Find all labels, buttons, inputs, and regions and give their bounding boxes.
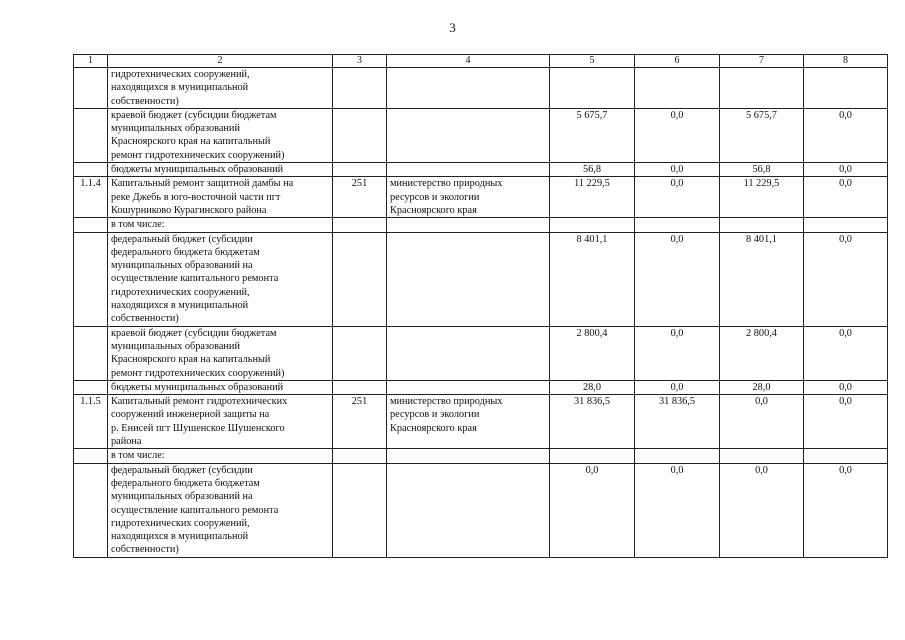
table-row	[74, 163, 888, 177]
item-name: бюджеты муниципальных образований	[108, 163, 333, 177]
value-col5	[550, 68, 635, 109]
table-row	[74, 68, 888, 109]
item-number: 1.1.4	[74, 177, 108, 218]
item-executor	[387, 68, 550, 109]
item-name: краевой бюджет (субсидии бюджетам муниципальных образований Красноярского края на капитальный ремонт гидротехнических сооружений)	[108, 108, 333, 162]
value-col7	[720, 449, 804, 463]
item-executor	[387, 449, 550, 463]
item-name: гидротехнических сооружений, находящихся в муниципальной собственности)	[108, 68, 333, 109]
value-col6	[635, 218, 720, 232]
value-col8	[804, 449, 888, 463]
value-col5: 28,0	[550, 380, 635, 394]
item-number	[74, 108, 108, 162]
item-number	[74, 463, 108, 557]
item-code	[333, 463, 387, 557]
item-code	[333, 380, 387, 394]
header-cell: 5	[550, 55, 635, 68]
header-cell: 3	[333, 55, 387, 68]
value-col8: 0,0	[804, 108, 888, 162]
item-code	[333, 108, 387, 162]
table-row	[74, 218, 888, 232]
item-executor: министерство природных ресурсов и экологии Красноярского края	[387, 395, 550, 449]
item-name: федеральный бюджет (субсидии федерального бюджета бюджетам муниципальных образований на осуществление капитального ремонта гидротехнических сооружений, находящихся в муниципальной собственности)	[108, 463, 333, 557]
value-col5	[550, 449, 635, 463]
item-code	[333, 68, 387, 109]
header-cell: 4	[387, 55, 550, 68]
value-col8: 0,0	[804, 395, 888, 449]
item-number	[74, 68, 108, 109]
item-executor: министерство природных ресурсов и экологии Красноярского края	[387, 177, 550, 218]
item-name: в том числе:	[108, 218, 333, 232]
item-name: Капитальный ремонт гидротехнических сооружений инженерной защиты на р. Енисей пгт Шушенское Шушенского района	[108, 395, 333, 449]
value-col5: 0,0	[550, 463, 635, 557]
item-number	[74, 449, 108, 463]
item-name: Капитальный ремонт защитной дамбы на реке Джебь в юго-восточной части пгт Кошурниково Курагинского района	[108, 177, 333, 218]
header-row	[74, 55, 888, 68]
value-col7: 5 675,7	[720, 108, 804, 162]
item-executor	[387, 326, 550, 380]
budget-table	[73, 54, 888, 558]
item-name: бюджеты муниципальных образований	[108, 380, 333, 394]
page-number: 3	[449, 20, 456, 35]
value-col6: 0,0	[635, 232, 720, 326]
item-code	[333, 232, 387, 326]
value-col8: 0,0	[804, 163, 888, 177]
value-col8: 0,0	[804, 232, 888, 326]
item-number	[74, 232, 108, 326]
value-col6: 0,0	[635, 463, 720, 557]
table-row	[74, 108, 888, 162]
item-name: федеральный бюджет (субсидии федерального бюджета бюджетам муниципальных образований на осуществление капитального ремонта гидротехнических сооружений, находящихся в муниципальной собственности)	[108, 232, 333, 326]
item-executor	[387, 463, 550, 557]
value-col5: 8 401,1	[550, 232, 635, 326]
value-col7: 2 800,4	[720, 326, 804, 380]
table-row	[74, 380, 888, 394]
table-row	[74, 232, 888, 326]
value-col6: 0,0	[635, 108, 720, 162]
item-executor	[387, 232, 550, 326]
header-cell: 1	[74, 55, 108, 68]
table-row	[74, 177, 888, 218]
item-code	[333, 449, 387, 463]
value-col7: 8 401,1	[720, 232, 804, 326]
value-col5: 11 229,5	[550, 177, 635, 218]
value-col7	[720, 68, 804, 109]
item-number	[74, 326, 108, 380]
value-col7: 28,0	[720, 380, 804, 394]
value-col8	[804, 68, 888, 109]
value-col7	[720, 218, 804, 232]
value-col7: 11 229,5	[720, 177, 804, 218]
table-row	[74, 449, 888, 463]
value-col6: 0,0	[635, 163, 720, 177]
item-code	[333, 163, 387, 177]
value-col7: 56,8	[720, 163, 804, 177]
value-col5: 5 675,7	[550, 108, 635, 162]
item-code: 251	[333, 177, 387, 218]
value-col6: 0,0	[635, 326, 720, 380]
table-row	[74, 395, 888, 449]
value-col6: 0,0	[635, 177, 720, 218]
table-row	[74, 326, 888, 380]
table-row	[74, 463, 888, 557]
value-col6	[635, 68, 720, 109]
item-executor	[387, 218, 550, 232]
value-col7: 0,0	[720, 463, 804, 557]
value-col8: 0,0	[804, 380, 888, 394]
value-col8: 0,0	[804, 463, 888, 557]
item-number	[74, 163, 108, 177]
item-executor	[387, 108, 550, 162]
value-col8: 0,0	[804, 326, 888, 380]
item-number: 1.1.5	[74, 395, 108, 449]
item-code: 251	[333, 395, 387, 449]
value-col6	[635, 449, 720, 463]
item-number	[74, 218, 108, 232]
header-cell: 6	[635, 55, 720, 68]
value-col8	[804, 218, 888, 232]
item-code	[333, 218, 387, 232]
item-code	[333, 326, 387, 380]
item-executor	[387, 380, 550, 394]
item-name: краевой бюджет (субсидии бюджетам муниципальных образований Красноярского края на капитальный ремонт гидротехнических сооружений)	[108, 326, 333, 380]
header-cell: 2	[108, 55, 333, 68]
value-col6: 31 836,5	[635, 395, 720, 449]
item-name: в том числе:	[108, 449, 333, 463]
value-col7: 0,0	[720, 395, 804, 449]
header-cell: 8	[804, 55, 888, 68]
value-col5: 31 836,5	[550, 395, 635, 449]
value-col8: 0,0	[804, 177, 888, 218]
value-col5: 2 800,4	[550, 326, 635, 380]
value-col6: 0,0	[635, 380, 720, 394]
value-col5: 56,8	[550, 163, 635, 177]
header-cell: 7	[720, 55, 804, 68]
value-col5	[550, 218, 635, 232]
item-executor	[387, 163, 550, 177]
item-number	[74, 380, 108, 394]
